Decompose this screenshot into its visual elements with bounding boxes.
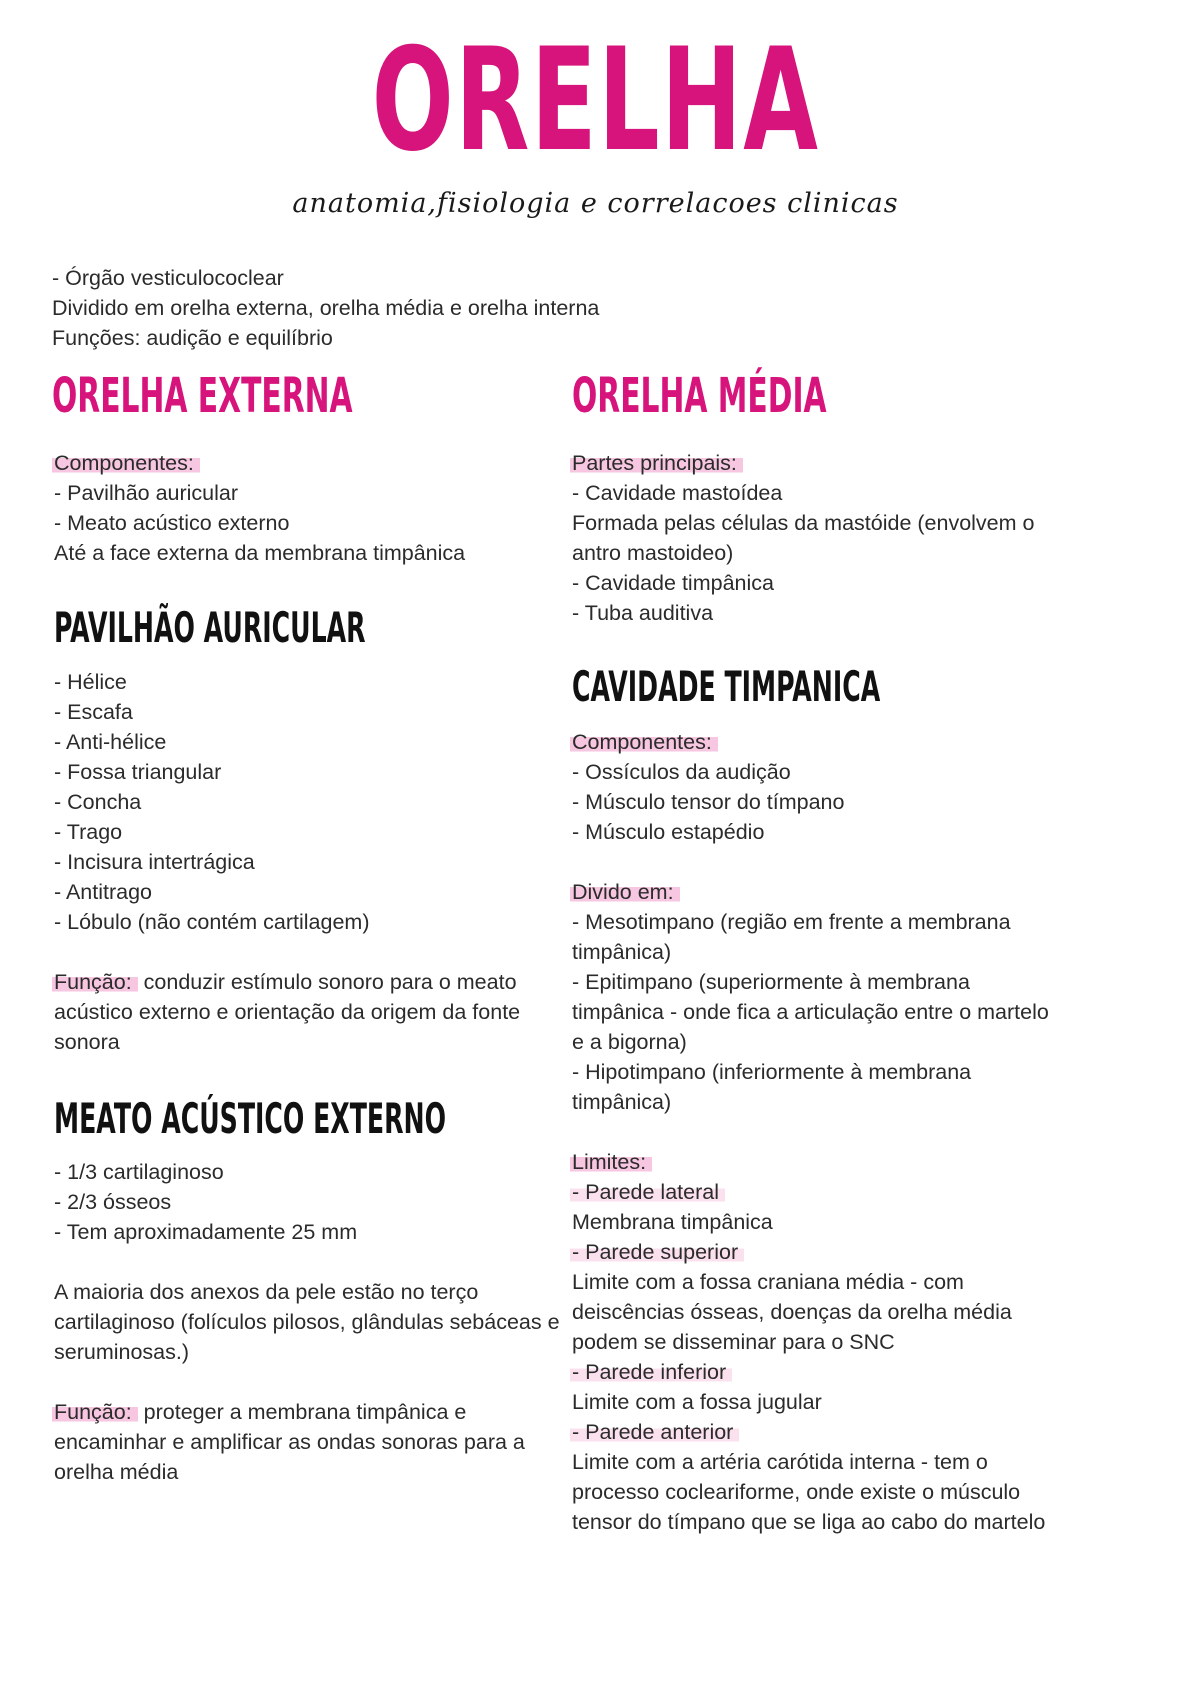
list-item: - Anti-hélice (54, 730, 167, 754)
pavilhao-heading: PAVILHÃO AURICULAR (54, 603, 366, 652)
list-item: e a bigorna) (572, 1030, 687, 1054)
page-subtitle: anatomia,fisiologia e correlacoes clinicas (292, 188, 899, 219)
meato-content (54, 1157, 560, 1487)
limite-wall: - Parede inferior (570, 1360, 732, 1384)
funcao-text: sonora (54, 1030, 120, 1054)
limite-desc: tensor do tímpano que se liga ao cabo do martelo (572, 1510, 1046, 1534)
intro-line: - Órgão vesticulococlear (52, 266, 284, 290)
list-item: timpânica - onde fica a articulação entre o martelo (572, 1000, 1049, 1024)
pavilhao-section (54, 603, 573, 652)
funcao-text: proteger a membrana timpânica e (137, 1400, 467, 1424)
list-item: - Escafa (54, 700, 133, 724)
list-item: Até a face externa da membrana timpânica (54, 541, 466, 565)
list-item: - Epitimpano (superiormente à membrana (572, 970, 970, 994)
limite-wall: - Parede superior (570, 1240, 744, 1264)
list-item: - Trago (54, 820, 123, 844)
list-item: - Tuba auditiva (572, 601, 714, 625)
limite-desc: processo cocleariforme, onde existe o músculo (572, 1480, 1021, 1504)
list-item: antro mastoideo) (572, 541, 734, 565)
limite-desc: Limite com a artéria carótida interna - tem o (572, 1450, 988, 1474)
list-item: - Cavidade timpânica (572, 571, 774, 595)
funcao-text: conduzir estímulo sonoro para o meato (137, 970, 517, 994)
list-item: - Mesotimpano (região em frente a membrana (572, 910, 1011, 934)
orelha-externa-content (54, 448, 465, 568)
limite-wall: - Parede lateral (570, 1180, 725, 1204)
list-item: - Tem aproximadamente 25 mm (54, 1220, 358, 1244)
limites-label: Limites: (570, 1150, 652, 1174)
divido-label: Divido em: (570, 880, 680, 904)
list-item: - 2/3 ósseos (54, 1190, 172, 1214)
limite-desc: Limite com a fossa jugular (572, 1390, 822, 1414)
list-item: - Concha (54, 790, 142, 814)
cavidade-heading: CAVIDADE TIMPANICA (572, 662, 881, 711)
funcao-text: encaminhar e amplificar as ondas sonoras para a (54, 1430, 525, 1454)
list-item: - Ossículos da audição (572, 760, 791, 784)
list-item: - Meato acústico externo (54, 511, 290, 535)
intro-section (52, 263, 752, 353)
intro-line: Funções: audição e equilíbrio (52, 326, 333, 350)
list-item: - Músculo estapédio (572, 820, 765, 844)
list-item: - Músculo tensor do tímpano (572, 790, 845, 814)
pavilhao-content (54, 667, 520, 1057)
list-item: - Fossa triangular (54, 760, 222, 784)
funcao-text: acústico externo e orientação da origem da fonte (54, 1000, 521, 1024)
cavidade-content (572, 727, 1049, 1537)
orelha-externa-section (52, 368, 537, 424)
list-item: timpânica) (572, 1090, 672, 1114)
limite-desc: Membrana timpânica (572, 1210, 773, 1234)
meato-heading: MEATO ACÚSTICO EXTERNO (54, 1094, 447, 1143)
list-item: - 1/3 cartilaginoso (54, 1160, 224, 1184)
list-item: - Lóbulo (não contém cartilagem) (54, 910, 370, 934)
list-item: - Pavilhão auricular (54, 481, 239, 505)
limite-desc: podem se disseminar para o SNC (572, 1330, 895, 1354)
list-item: - Incisura intertrágica (54, 850, 255, 874)
anexos-text: A maioria dos anexos da pele estão no terço (54, 1280, 479, 1304)
cavidade-section (572, 662, 1086, 711)
limite-desc: Limite com a fossa craniana média - com (572, 1270, 964, 1294)
list-item: - Hélice (54, 670, 127, 694)
funcao-label: Função: (52, 1400, 138, 1424)
list-item: - Hipotimpano (inferiormente à membrana (572, 1060, 972, 1084)
componentes-label: Componentes: (570, 730, 718, 754)
list-item: - Antitrago (54, 880, 152, 904)
funcao-text: orelha média (54, 1460, 179, 1484)
anexos-text: cartilaginoso (folículos pilosos, glândulas sebáceas e (54, 1310, 560, 1334)
list-item: timpânica) (572, 940, 672, 964)
componentes-label: Componentes: (52, 451, 200, 475)
funcao-label: Função: (52, 970, 138, 994)
intro-line: Dividido em orelha externa, orelha média e orelha interna (52, 296, 600, 320)
orelha-externa-heading: ORELHA EXTERNA (52, 368, 353, 424)
partes-label: Partes principais: (570, 451, 743, 475)
limite-wall: - Parede anterior (570, 1420, 739, 1444)
orelha-media-content (572, 448, 1034, 628)
anexos-text: seruminosas.) (54, 1340, 190, 1364)
orelha-media-heading: ORELHA MÉDIA (572, 368, 827, 424)
page-title: ORELHA (371, 18, 820, 183)
limite-desc: deiscências ósseas, doenças da orelha média (572, 1300, 1012, 1324)
list-item: Formada pelas células da mastóide (envolvem o (572, 511, 1035, 535)
list-item: - Cavidade mastoídea (572, 481, 783, 505)
orelha-media-section (572, 368, 983, 424)
